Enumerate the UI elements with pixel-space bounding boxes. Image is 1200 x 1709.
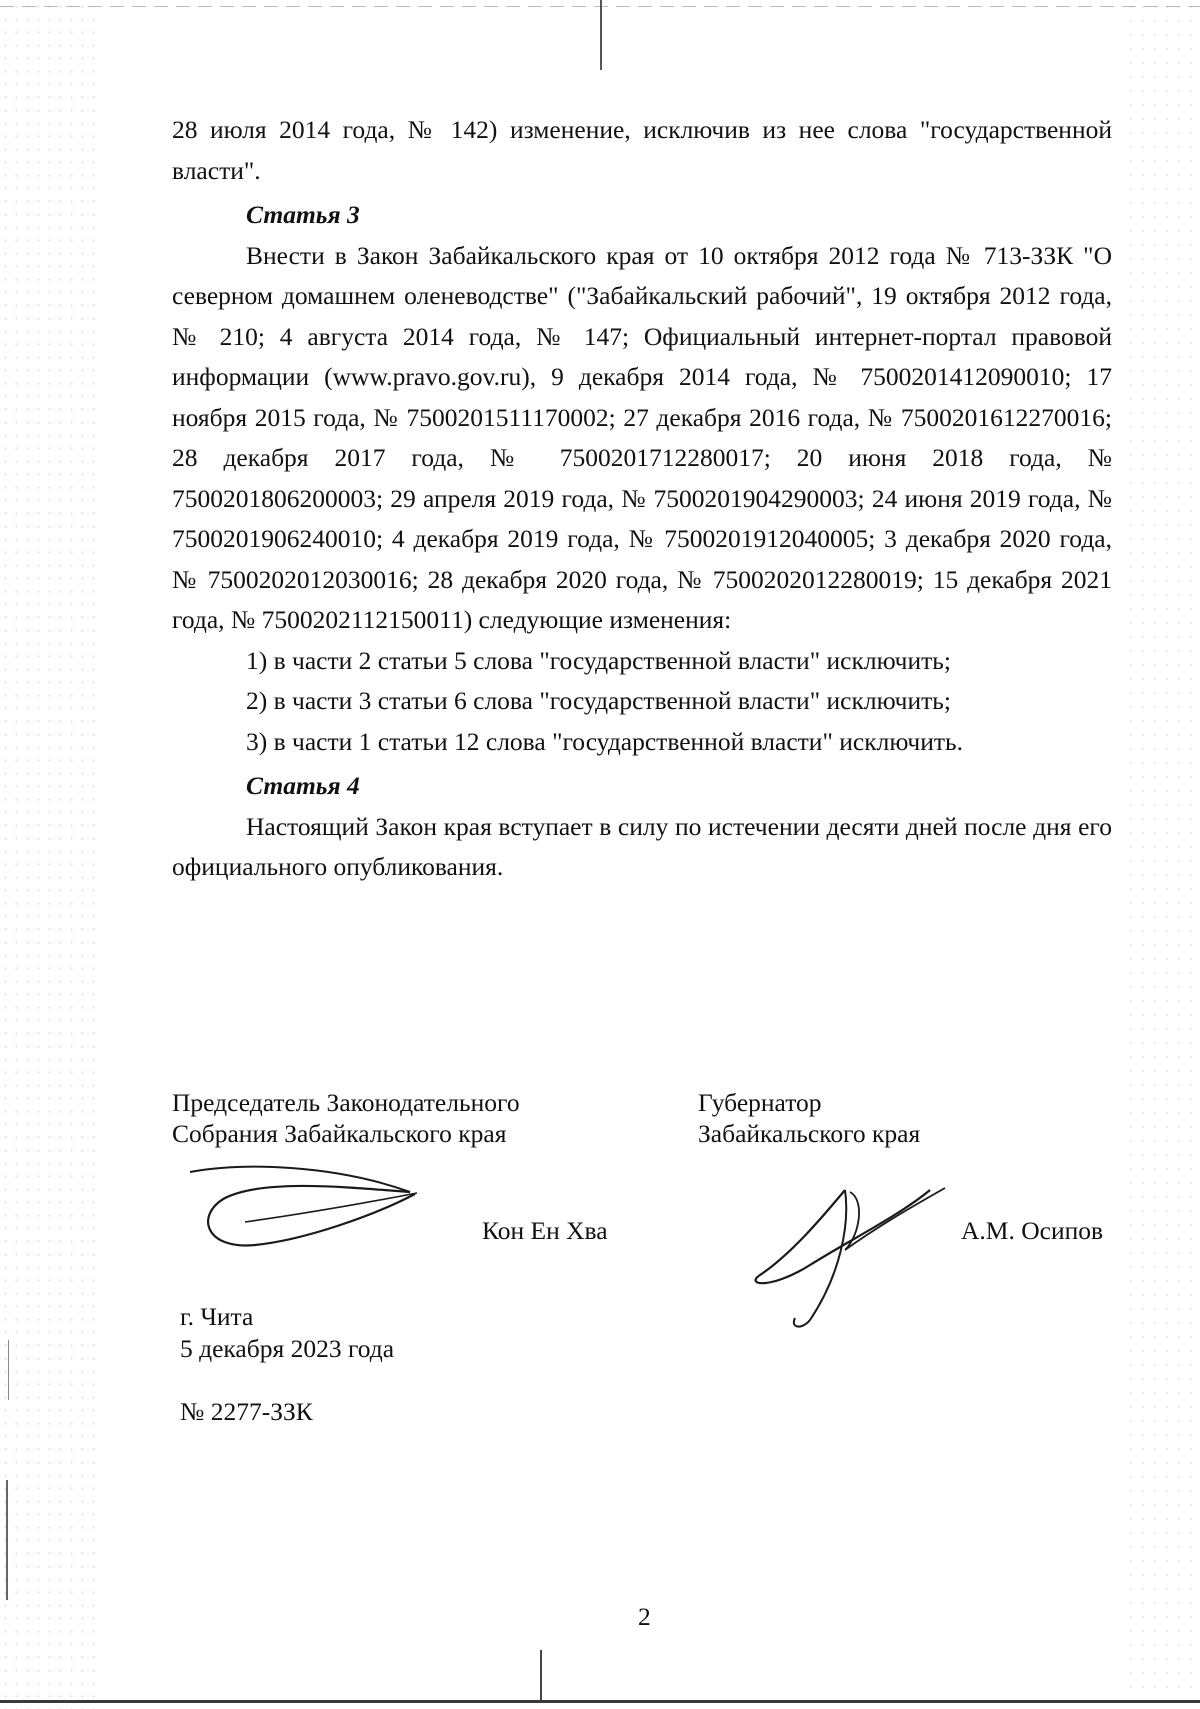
article-3-intro: Внести в Закон Забайкальского края от 10 октября 2012 года № 713-ЗЗК "О северном домашнем оленеводстве" ("Забайкальский рабочий", 19 октября 2012 года, № 210; 4 августа 2014 года, № 147; Официальный интернет-портал правовой информации (www.pravo.gov.ru), 9 декабря 2014 года, № 7500201412090010; 17 ноября 2015 года, № 7500201511170002; 27 декабря 2016 года, № 7500201612270016; 28 декабря 2017 года, № 7500201712280017; 20 июня 2018 года, № 7500201806200003; 29 апреля 2019 года, № 7500201904290003; 24 июня 2019 года, № 7500201906240010; 4 декабря 2019 года, № 7500201912040005; 3 декабря 2020 года, № 7500202012030016; 28 декабря 2020 года, № 7500202012280019; 15 декабря 2021 года, № 7500202112150011) следующие изменения: [172, 240, 1112, 634]
scan-fold-mark-bottom [540, 1650, 542, 1702]
scan-border-bottom [0, 1700, 1200, 1703]
article-3-item-1: 1) в части 2 статьи 5 слова "государственной власти" исключить; [246, 645, 951, 675]
signatory-left-line2: Собрания Забайкальского края [172, 1119, 507, 1148]
scan-noise-right [1125, 0, 1200, 1709]
scan-fold-mark-top [600, 0, 602, 70]
place: г. Чита [180, 1302, 254, 1331]
signature-right-image [750, 1180, 950, 1330]
article-4-title: Статья 4 [246, 771, 360, 800]
date: 5 декабря 2023 года [180, 1334, 395, 1363]
signatory-left-title [172, 1087, 520, 1149]
page-number: 2 [638, 1602, 651, 1631]
continuation-paragraph: 28 июля 2014 года, № 142) изменение, исключив из нее слова "государственной власти". [172, 115, 1112, 185]
article-4-text: Настоящий Закон края вступает в силу по истечении десяти дней после дня его официального опубликования. [172, 811, 1112, 881]
scan-noise-left [0, 0, 95, 1709]
place-and-date [180, 1301, 394, 1365]
signatory-right-line1: Губернатор [698, 1088, 822, 1117]
signature-left-image [185, 1160, 425, 1260]
signatory-left-name: Кон Ен Хва [482, 1216, 608, 1245]
law-number: № 2277-ЗЗК [180, 1397, 313, 1426]
signatory-right-name: А.М. Осипов [961, 1216, 1104, 1245]
scan-edge-mark [6, 1480, 8, 1600]
scan-edge-mark-2 [8, 1340, 9, 1400]
signatory-left-line1: Председатель Законодательного [172, 1088, 520, 1117]
signatory-right-line2: Забайкальского края [698, 1119, 921, 1148]
document-body [172, 110, 1112, 888]
article-3-item-2: 2) в части 3 статьи 6 слова "государственной власти" исключить; [246, 686, 951, 715]
article-3-item-3: 3) в части 1 статьи 12 слова "государственной власти" исключить. [246, 726, 964, 756]
article-3-title: Статья 3 [246, 200, 360, 229]
signatory-right-title [698, 1087, 920, 1149]
